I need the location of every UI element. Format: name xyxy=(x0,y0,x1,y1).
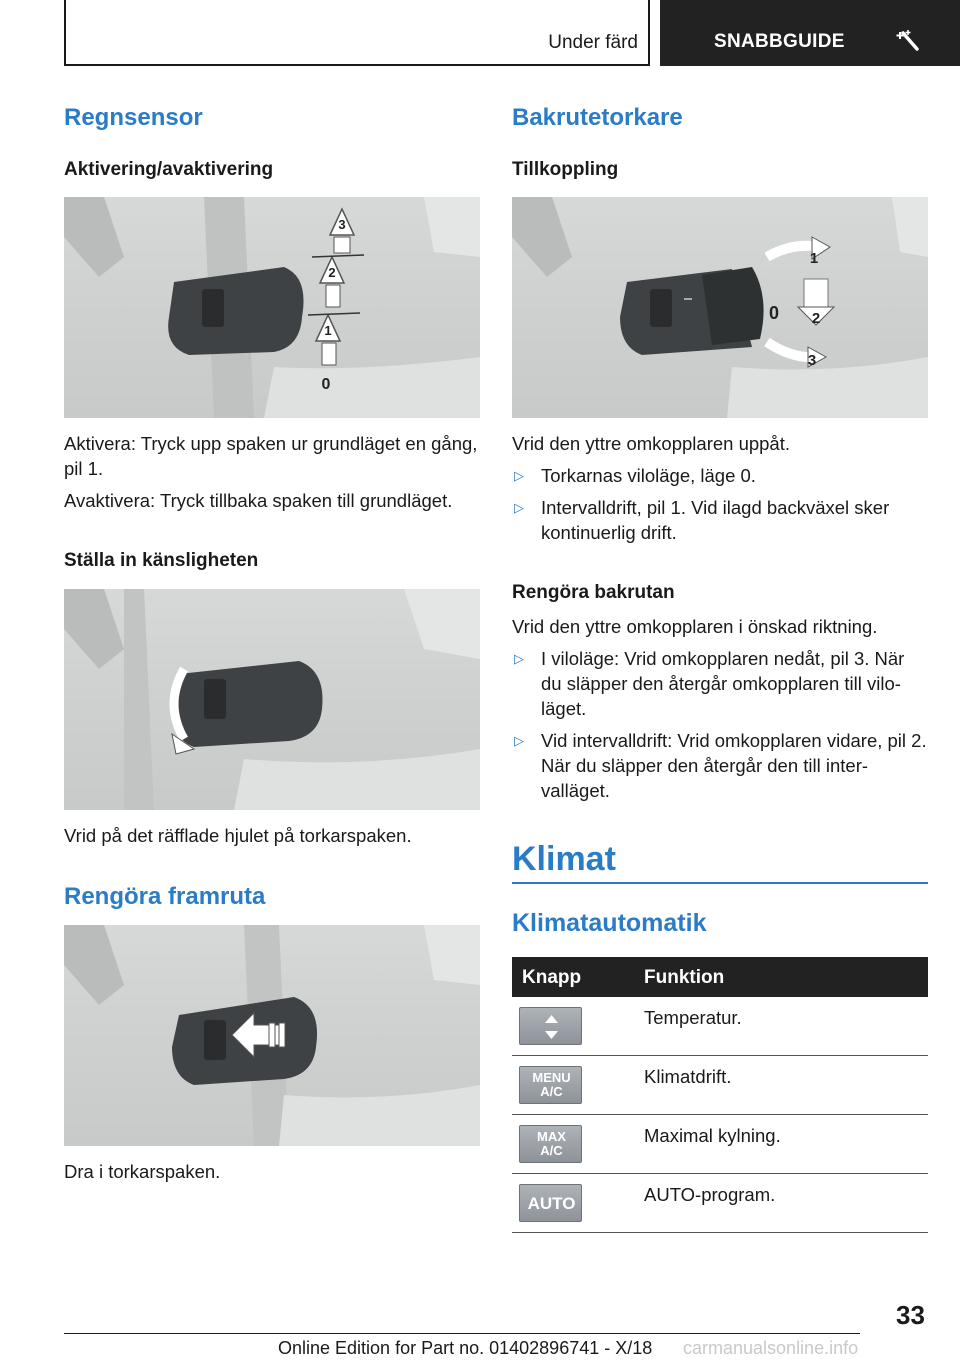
page-number: 33 xyxy=(896,1300,925,1330)
arrow-stack xyxy=(308,209,364,365)
bullet-i-vilolage xyxy=(512,646,928,721)
figure-rear-wiper-drawing xyxy=(512,197,928,418)
function-text: Temperatur. xyxy=(644,1007,742,1028)
heading-klimatautomatik: Klimatautomatik xyxy=(512,909,707,937)
auto-label: AUTO xyxy=(527,1194,576,1213)
max-ac-line1: MAX xyxy=(537,1129,566,1144)
heading-tillkoppling: Tillkoppling xyxy=(512,159,619,180)
col-header-funktion: Funktion xyxy=(644,967,725,988)
fig1-label-3: 3 xyxy=(338,217,346,232)
menu-ac-button-icon xyxy=(519,1066,582,1104)
table-row xyxy=(512,997,928,1056)
fig-rear-label-2: 2 xyxy=(811,310,821,327)
bullet-text: I viloläge: Vrid omkopplaren nedåt, pil 3. När du släpper den återgår omkopplaren till viloläget. xyxy=(541,648,905,719)
heading-rengora-framruta: Rengöra framruta xyxy=(64,883,266,910)
text-vrid-onskad: Vrid den yttre omkopplaren i önskad riktning. xyxy=(512,616,878,637)
fig1-label-0: 0 xyxy=(321,376,331,393)
menu-ac-line2: A/C xyxy=(540,1084,563,1099)
figure-pull-wiper-lever xyxy=(64,925,480,1146)
max-ac-button-icon xyxy=(519,1125,582,1163)
heading-stalla: Ställa in känsligheten xyxy=(64,550,259,571)
function-text: Klimatdrift. xyxy=(644,1066,732,1087)
bullet-text: Torkarnas viloläge, läge 0. xyxy=(541,465,756,486)
bullet-vid-intervalldrift xyxy=(512,728,928,803)
temperature-button-icon xyxy=(519,1007,582,1045)
header-section-box xyxy=(64,0,650,66)
header-section-title: Under färd xyxy=(548,32,638,53)
table-row xyxy=(512,1056,928,1115)
heading-klimat: Klimat xyxy=(512,840,616,878)
footer-edition: Online Edition for Part no. 01402896741 - X/18 xyxy=(278,1338,653,1358)
text-aktivera: Aktivera: Tryck upp spaken ur grundläget en gång, pil 1. xyxy=(64,433,478,479)
text-dra: Dra i torkarspaken. xyxy=(64,1161,221,1182)
footer-watermark: carmanualsonline.info xyxy=(683,1338,859,1358)
text-avaktivera: Avaktivera: Tryck tillbaka spaken till grundläget. xyxy=(64,490,453,511)
function-text: Maximal kylning. xyxy=(644,1125,781,1146)
max-ac-label xyxy=(520,1130,583,1158)
table-header xyxy=(512,957,928,997)
table-row xyxy=(512,1174,928,1233)
fig1-label-2: 2 xyxy=(328,265,336,280)
figure-sensitivity-wheel-drawing xyxy=(64,589,480,810)
auto-button-icon xyxy=(519,1184,582,1222)
col-header-knapp: Knapp xyxy=(522,967,582,988)
text-vrid-hjulet: Vrid på det räfflade hjulet på torkarspaken. xyxy=(64,825,412,846)
wand-icon xyxy=(896,28,924,56)
fig-rear-label-0: 0 xyxy=(768,303,780,323)
heading-rengora-bakrutan: Rengöra bakrutan xyxy=(512,582,675,603)
figure-rain-sensor-activation xyxy=(64,197,480,418)
bullet-triangle-icon: ▷ xyxy=(514,500,524,515)
menu-ac-label xyxy=(520,1071,583,1099)
fig-rear-label-1: 1 xyxy=(809,250,819,267)
figure-sensitivity-wheel xyxy=(64,589,480,810)
heading-regnsensor: Regnsensor xyxy=(64,104,203,131)
up-down-arrows-icon xyxy=(520,1008,583,1046)
klimat-divider xyxy=(512,882,928,884)
heading-bakrutetorkare: Bakrutetorkare xyxy=(512,104,683,131)
heading-aktivering: Aktivering/avaktivering xyxy=(64,159,274,180)
text-vrid-uppat: Vrid den yttre omkopplaren uppåt. xyxy=(512,433,791,454)
klimat-table xyxy=(512,957,928,1233)
menu-ac-line1: MENU xyxy=(532,1070,571,1085)
bullet-text: Vid intervalldrift: Vrid omkopplaren vidare, pil 2. När du släpper den återgår den till intervalläget. xyxy=(541,730,927,801)
figure-pull-wiper-lever-drawing xyxy=(64,925,480,1146)
fig1-label-1: 1 xyxy=(324,323,332,338)
bullet-text: Intervalldrift, pil 1. Vid ilagd backväxel sker kontinuerlig drift. xyxy=(541,497,890,543)
header-tab xyxy=(660,0,960,66)
header-tab-label: SNABBGUIDE xyxy=(714,31,845,52)
bullet-triangle-icon: ▷ xyxy=(514,468,524,483)
bullet-triangle-icon: ▷ xyxy=(514,651,524,666)
bullet-triangle-icon: ▷ xyxy=(514,733,524,748)
fig-rear-label-3: 3 xyxy=(807,352,817,369)
function-text: AUTO-program. xyxy=(644,1184,776,1205)
max-ac-line2: A/C xyxy=(540,1143,563,1158)
footer-divider xyxy=(64,1333,860,1334)
bullet-intervalldrift xyxy=(512,495,928,545)
bullet-viloläge xyxy=(512,463,928,488)
figure-rear-wiper xyxy=(512,197,928,418)
table-row xyxy=(512,1115,928,1174)
figure-rain-sensor-activation-drawing xyxy=(64,197,480,418)
